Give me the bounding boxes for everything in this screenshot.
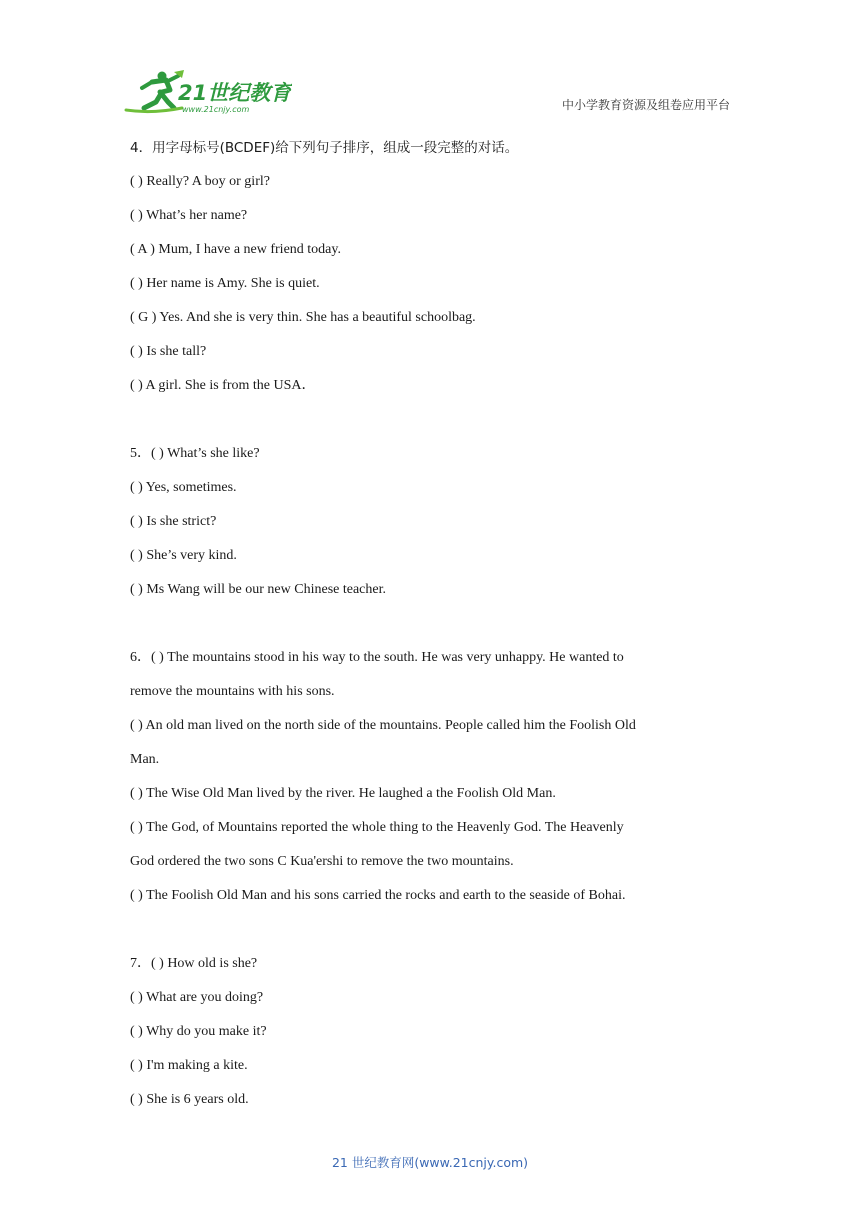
logo-21cnjy bbox=[122, 68, 292, 116]
q7-line-4: ( ) I'm making a kite. bbox=[130, 1058, 248, 1073]
page-header bbox=[0, 0, 860, 125]
q6-line-4: Man. bbox=[130, 752, 160, 767]
spacer bbox=[130, 916, 730, 950]
q6-line-6: ( ) The God, of Mountains reported the whole thing to the Heavenly God. The Heavenly bbox=[130, 820, 624, 835]
q6-line-1: 6．( ) The mountains stood in his way to the south. He was very unhappy. He wanted to bbox=[130, 650, 624, 665]
q5-line-2: ( ) Yes, sometimes. bbox=[130, 480, 237, 495]
q7-line-2: ( ) What are you doing? bbox=[130, 990, 264, 1005]
q4-line-3: ( A ) Mum, I have a new friend today. bbox=[130, 242, 341, 257]
spacer bbox=[130, 406, 730, 440]
q6-line-7: God ordered the two sons C Kua'ershi to remove the two mountains. bbox=[130, 854, 514, 869]
q6-line-8: ( ) The Foolish Old Man and his sons carried the rocks and earth to the seaside of Bohai. bbox=[130, 888, 626, 903]
q7-line-1: 7．( ) How old is she? bbox=[130, 956, 258, 971]
q6-line-2: remove the mountains with his sons. bbox=[130, 684, 335, 699]
spacer bbox=[130, 610, 730, 644]
q6-line-5: ( ) The Wise Old Man lived by the river. He laughed a the Foolish Old Man. bbox=[130, 786, 556, 801]
q4-line-2: ( ) What’s her name? bbox=[130, 208, 248, 223]
q5-line-4: ( ) She’s very kind. bbox=[130, 548, 237, 563]
logo-url: www.21cnjy.com bbox=[182, 105, 250, 114]
q7-line-3: ( ) Why do you make it? bbox=[130, 1024, 267, 1039]
q4-line-6: ( ) Is she tall? bbox=[130, 344, 207, 359]
q5-line-1: 5．( ) What’s she like? bbox=[130, 446, 260, 461]
header-platform-text: 中小学教育资源及组卷应用平台 bbox=[561, 98, 730, 112]
q4-line-5: ( G ) Yes. And she is very thin. She has a beautiful schoolbag. bbox=[130, 310, 476, 325]
q4-title: 4．用字母标号(BCDEF)给下列句子排序，组成一段完整的对话。 bbox=[130, 140, 519, 156]
q4-line-4: ( ) Her name is Amy. She is quiet. bbox=[130, 276, 320, 291]
worksheet-content bbox=[130, 134, 730, 1120]
q7-line-5: ( ) She is 6 years old. bbox=[130, 1092, 249, 1107]
q4-line-7: ( ) A girl. She is from the USA． bbox=[130, 378, 316, 393]
runner-icon bbox=[126, 70, 184, 112]
q4-line-1: ( ) Really? A boy or girl? bbox=[130, 174, 270, 189]
logo-text: 21世纪教育 bbox=[178, 81, 292, 105]
q6-line-3: ( ) An old man lived on the north side of the mountains. People called him the Foolish Old bbox=[130, 718, 636, 733]
q5-line-5: ( ) Ms Wang will be our new Chinese teacher. bbox=[130, 582, 386, 597]
q5-line-3: ( ) Is she strict? bbox=[130, 514, 217, 529]
page-footer: 21 世纪教育网(www.21cnjy.com) bbox=[331, 1155, 529, 1170]
